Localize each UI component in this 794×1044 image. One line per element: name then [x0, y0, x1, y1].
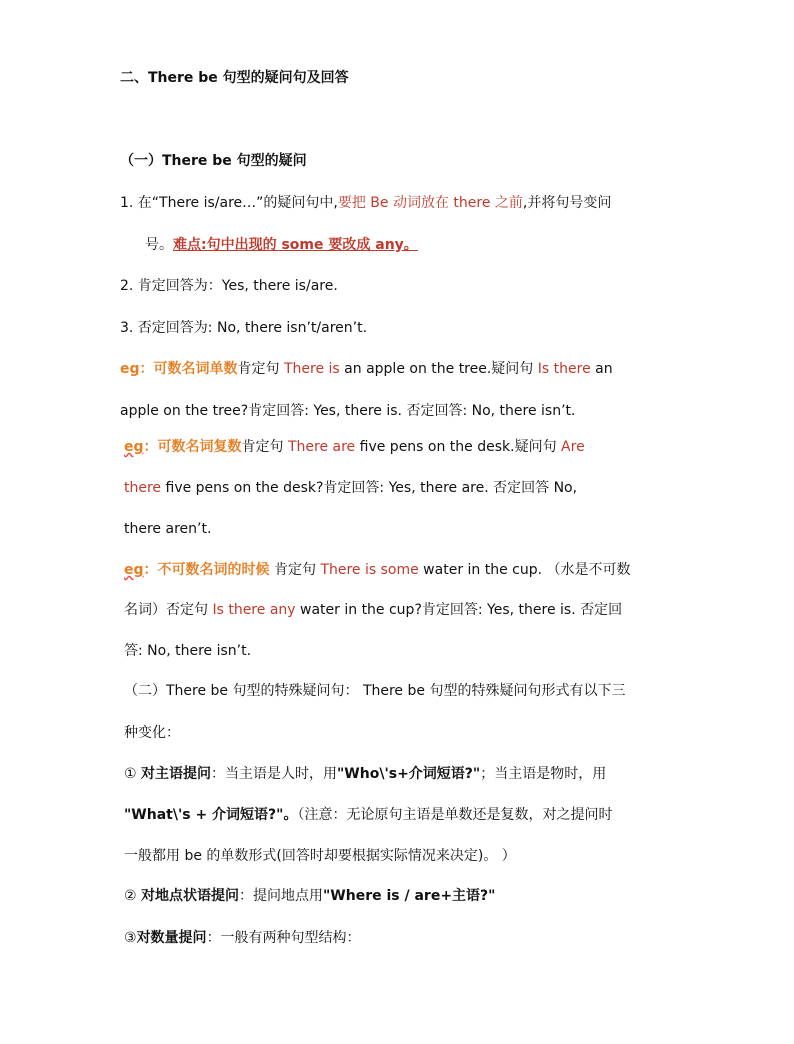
example-2-red-1: There are	[287, 439, 356, 455]
point-3	[124, 928, 361, 948]
item-2: 2. 肯定回答为：Yes, there is/are.	[120, 278, 338, 294]
point-1-note: （注意：无论原句主语是单数还是复数，对之提问时	[297, 807, 613, 823]
example-3-text-4: water in the cup?肯定回答: Yes, there is. 否定回	[295, 602, 623, 618]
subsection-title-1: （一）There be 句型的疑问	[120, 153, 307, 169]
item-1-highlight: 要把 Be 动词放在 there 之前	[337, 195, 523, 211]
example-1-red-2: Is there	[537, 361, 591, 377]
point-1-formula-what: "What\'s + 介词短语?"。	[124, 807, 298, 823]
subsection-2-line-2: 种变化：	[124, 725, 180, 741]
example-2-line-3: there aren’t.	[124, 521, 212, 537]
example-2-line-2	[124, 478, 577, 498]
difficulty-note: 难点:句中出现的 some 要改成 any。	[173, 237, 418, 253]
example-3-line-3: 答: No, there isn’t.	[124, 643, 252, 659]
example-3-text-2: water in the cup. （水是不可数	[418, 562, 631, 578]
point-1-line-1	[124, 764, 606, 784]
item-1-continuation: 号。	[145, 237, 173, 253]
example-2-text: 肯定句	[241, 439, 288, 455]
item-1-line-2	[145, 235, 418, 255]
point-1-line-3: 一般都用 be 的单数形式(回答时却要根据实际情况来决定)。 ）	[124, 848, 516, 864]
item-1-text: 1. 在“There is/are…”的疑问句中,	[120, 195, 338, 211]
example-1-label: eg：可数名词单数	[120, 361, 238, 377]
item-1-line-1	[120, 193, 611, 213]
example-1-text-3: an	[590, 361, 613, 377]
point-3-marker: ③	[124, 930, 137, 946]
point-1-text: ：当主语是人时，用	[211, 766, 338, 782]
example-2-red-2: Are	[561, 439, 585, 455]
example-2-text-3: five pens on the desk?肯定回答: Yes, there are. 否定回答 No,	[161, 480, 578, 496]
example-2-red-3: there	[124, 480, 162, 496]
example-3-line-2	[124, 600, 622, 620]
example-3-text: 肯定句	[269, 562, 321, 578]
example-3-text-3: 名词）否定句	[124, 602, 213, 618]
example-2-text-2: five pens on the desk.疑问句	[355, 439, 562, 455]
example-3-red-1: There is some	[320, 562, 419, 578]
example-1-text-2: an apple on the tree.疑问句	[339, 361, 538, 377]
point-2-text: ：提问地点用	[239, 888, 324, 904]
point-1-formula-who: "Who\'s+介词短语?"	[337, 766, 481, 782]
section-heading: 二、There be 句型的疑问句及回答	[120, 70, 349, 86]
point-2	[124, 886, 495, 906]
example-2-line-1	[124, 437, 585, 457]
example-1-red-1: There is	[283, 361, 340, 377]
example-3-line-1	[124, 560, 631, 580]
point-2-title: 对地点状语提问	[141, 888, 240, 904]
point-3-text: ：一般有两种句型结构：	[206, 930, 361, 946]
example-3-label-eg: eg	[124, 562, 144, 578]
example-3-label: ：不可数名词的时候	[143, 562, 270, 578]
example-1-text: 肯定句	[237, 361, 284, 377]
point-1-line-2	[124, 805, 612, 825]
point-3-title: 对数量提问	[136, 930, 207, 946]
example-2-label: ：可数名词复数	[143, 439, 242, 455]
example-3-red-2: Is there any	[212, 602, 296, 618]
item-1-text-end: ,并将句号变问	[522, 195, 612, 211]
point-1-text-2: ；当主语是物时，用	[480, 766, 607, 782]
point-2-formula: "Where is / are+主语?"	[323, 888, 496, 904]
point-2-marker: ②	[124, 888, 142, 904]
point-1-title: 对主语提问	[141, 766, 212, 782]
subsection-2-line-1: （二）There be 句型的特殊疑问句： There be 句型的特殊疑问句形式有以下三	[124, 683, 626, 699]
item-3: 3. 否定回答为: No, there isn’t/aren’t.	[120, 320, 368, 336]
example-2-label-eg: eg	[124, 439, 144, 455]
example-1-line-2: apple on the tree?肯定回答: Yes, there is. 否定回答: No, there isn’t.	[120, 403, 576, 419]
example-1-line-1	[120, 359, 613, 379]
point-1-marker: ①	[124, 766, 142, 782]
